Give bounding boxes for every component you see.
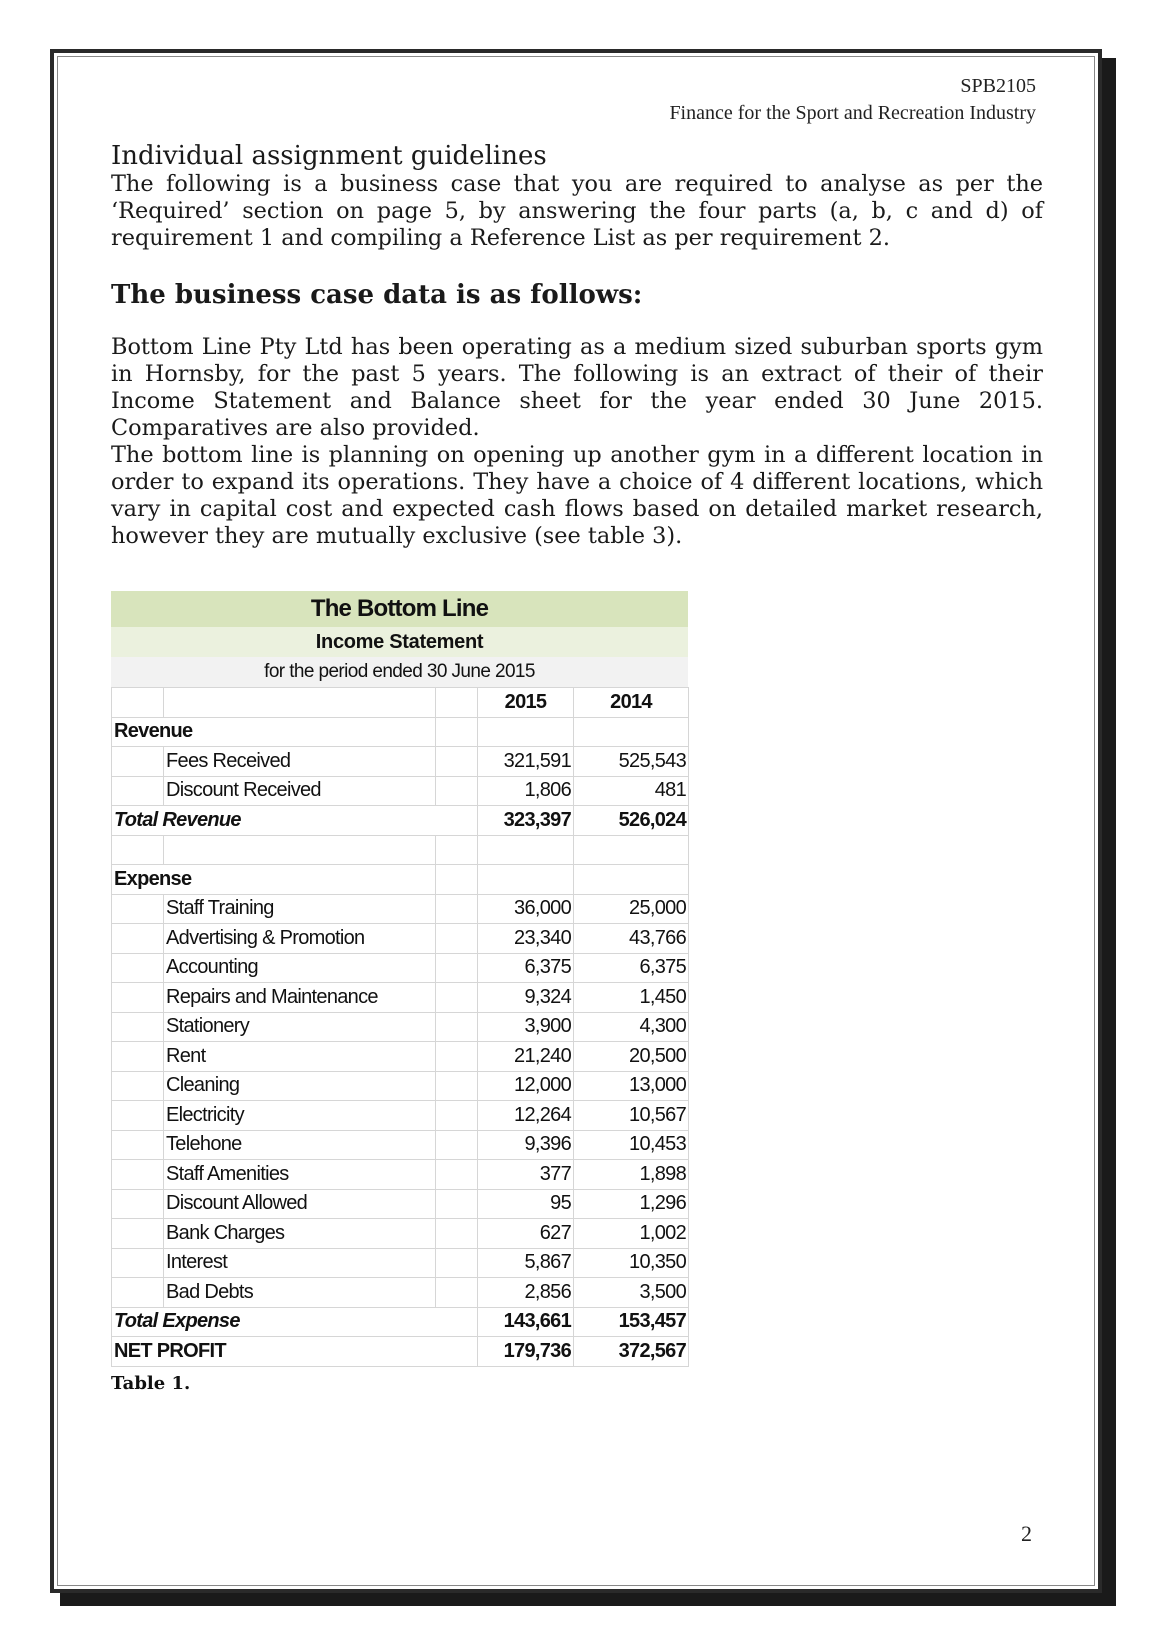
line-item-label: Bank Charges <box>164 1219 436 1249</box>
line-item-label: Accounting <box>164 953 436 983</box>
income-statement <box>111 591 688 1367</box>
line-item-label: Fees Received <box>164 747 436 777</box>
value-2014: 10,350 <box>574 1248 689 1278</box>
value-2014: 6,375 <box>574 953 689 983</box>
table-cell <box>112 1248 164 1278</box>
case-heading: The business case data is as follows: <box>111 280 643 310</box>
table-cell <box>436 747 478 777</box>
value-2015: 21,240 <box>478 1042 574 1072</box>
line-item-label: Repairs and Maintenance <box>164 983 436 1013</box>
table-cell <box>436 894 478 924</box>
body-text <box>111 141 1043 550</box>
table-cell <box>436 776 478 806</box>
table-cell <box>112 1278 164 1308</box>
expense-section-row <box>112 865 689 895</box>
net-profit-2015: 179,736 <box>478 1337 574 1367</box>
expense-row <box>112 1160 689 1190</box>
total-expense-2014: 153,457 <box>574 1307 689 1337</box>
line-item-label: Stationery <box>164 1012 436 1042</box>
line-item-label: Cleaning <box>164 1071 436 1101</box>
value-2014: 1,898 <box>574 1160 689 1190</box>
expense-row <box>112 1042 689 1072</box>
table-cell <box>112 1042 164 1072</box>
table-cell <box>436 1101 478 1131</box>
intro-paragraph: The following is a business case that you are required to analyse as per the ‘Required’ section on page 5, by answering the four parts (a, b, c and d) of requirement 1 and compiling a Reference List as per requirement 2. <box>111 171 1043 251</box>
table-cell <box>436 1071 478 1101</box>
line-item-label: Discount Allowed <box>164 1189 436 1219</box>
revenue-label: Revenue <box>112 717 436 747</box>
table-cell <box>436 924 478 954</box>
value-2015: 321,591 <box>478 747 574 777</box>
value-2014: 13,000 <box>574 1071 689 1101</box>
table-cell <box>112 747 164 777</box>
page-number: 2 <box>1021 1521 1032 1546</box>
case-paragraph-1: Bottom Line Pty Ltd has been operating as a medium sized suburban sports gym in Hornsby, for the past 5 years. The following is an extract of their of their Income Statement and Balance sheet for the year ended 30 June 2015. Comparatives are also provided. <box>111 334 1043 441</box>
table-cell <box>436 1248 478 1278</box>
case-paragraph-2: The bottom line is planning on opening up another gym in a different location in order to expand its operations. They have a choice of 4 different locations, which vary in capital cost and expected cash flows based on detailed market research, however they are mutually exclusive (see table 3). <box>111 442 1043 549</box>
table-cell <box>112 924 164 954</box>
expense-label: Expense <box>112 865 436 895</box>
value-2015: 1,806 <box>478 776 574 806</box>
value-2015: 12,000 <box>478 1071 574 1101</box>
course-title: Finance for the Sport and Recreation Industry <box>669 102 1036 124</box>
table-cell <box>574 835 689 865</box>
table-cell <box>574 717 689 747</box>
value-2014: 10,567 <box>574 1101 689 1131</box>
table-cell <box>436 953 478 983</box>
line-item-label: Electricity <box>164 1101 436 1131</box>
value-2015: 12,264 <box>478 1101 574 1131</box>
table-cell <box>112 894 164 924</box>
revenue-row <box>112 747 689 777</box>
table-cell <box>164 835 436 865</box>
value-2015: 9,324 <box>478 983 574 1013</box>
value-2014: 43,766 <box>574 924 689 954</box>
line-item-label: Rent <box>164 1042 436 1072</box>
value-2015: 627 <box>478 1219 574 1249</box>
expense-row <box>112 1189 689 1219</box>
table-cell <box>478 717 574 747</box>
table-cell <box>436 983 478 1013</box>
total-revenue-label: Total Revenue <box>112 806 478 836</box>
value-2015: 6,375 <box>478 953 574 983</box>
expense-row <box>112 1071 689 1101</box>
value-2015: 23,340 <box>478 924 574 954</box>
table-cell <box>112 688 164 718</box>
line-item-label: Interest <box>164 1248 436 1278</box>
table-cell <box>436 1012 478 1042</box>
total-expense-row <box>112 1307 689 1337</box>
table-cell <box>436 1160 478 1190</box>
table-cell <box>112 1189 164 1219</box>
year-header-row <box>112 688 689 718</box>
table-cell <box>574 865 689 895</box>
table-cell <box>436 1219 478 1249</box>
statement-table <box>111 687 689 1367</box>
statement-title: Income Statement <box>111 627 688 657</box>
table-cell <box>112 1130 164 1160</box>
value-2015: 36,000 <box>478 894 574 924</box>
table-cell <box>436 1278 478 1308</box>
value-2015: 2,856 <box>478 1278 574 1308</box>
value-2014: 1,296 <box>574 1189 689 1219</box>
expense-row <box>112 953 689 983</box>
value-2014: 481 <box>574 776 689 806</box>
net-profit-label: NET PROFIT <box>112 1337 478 1367</box>
guidelines-heading: Individual assignment guidelines <box>111 141 547 171</box>
table-cell <box>112 776 164 806</box>
table-cell <box>112 1160 164 1190</box>
line-item-label: Staff Training <box>164 894 436 924</box>
table-cell <box>112 953 164 983</box>
expense-row <box>112 924 689 954</box>
table-cell <box>436 1130 478 1160</box>
table-cell <box>112 835 164 865</box>
value-2015: 95 <box>478 1189 574 1219</box>
expense-row <box>112 1248 689 1278</box>
value-2015: 9,396 <box>478 1130 574 1160</box>
line-item-label: Discount Received <box>164 776 436 806</box>
table-cell <box>436 835 478 865</box>
value-2015: 3,900 <box>478 1012 574 1042</box>
total-revenue-2015: 323,397 <box>478 806 574 836</box>
expense-row <box>112 983 689 1013</box>
table-cell <box>478 865 574 895</box>
value-2015: 377 <box>478 1160 574 1190</box>
value-2014: 525,543 <box>574 747 689 777</box>
value-2014: 1,450 <box>574 983 689 1013</box>
year-2014-header: 2014 <box>574 688 689 718</box>
table-cell <box>436 1189 478 1219</box>
line-item-label: Bad Debts <box>164 1278 436 1308</box>
running-header <box>669 73 1036 127</box>
table-cell <box>112 1071 164 1101</box>
value-2014: 3,500 <box>574 1278 689 1308</box>
statement-company: The Bottom Line <box>111 591 688 627</box>
table-cell <box>164 688 436 718</box>
net-profit-row <box>112 1337 689 1367</box>
table-cell <box>436 717 478 747</box>
revenue-section-row <box>112 717 689 747</box>
revenue-row <box>112 776 689 806</box>
line-item-label: Advertising & Promotion <box>164 924 436 954</box>
table-cell <box>436 865 478 895</box>
total-expense-2015: 143,661 <box>478 1307 574 1337</box>
table-cell <box>112 1219 164 1249</box>
table-cell <box>478 835 574 865</box>
statement-period: for the period ended 30 June 2015 <box>111 657 688 687</box>
expense-row <box>112 1101 689 1131</box>
net-profit-2014: 372,567 <box>574 1337 689 1367</box>
table-cell <box>436 1042 478 1072</box>
value-2015: 5,867 <box>478 1248 574 1278</box>
total-expense-label: Total Expense <box>112 1307 478 1337</box>
expense-row <box>112 894 689 924</box>
table-cell <box>112 983 164 1013</box>
expense-row <box>112 1219 689 1249</box>
course-code: SPB2105 <box>960 75 1036 97</box>
value-2014: 4,300 <box>574 1012 689 1042</box>
value-2014: 10,453 <box>574 1130 689 1160</box>
year-2015-header: 2015 <box>478 688 574 718</box>
value-2014: 25,000 <box>574 894 689 924</box>
table-cell <box>436 688 478 718</box>
table-cell <box>112 1101 164 1131</box>
value-2014: 1,002 <box>574 1219 689 1249</box>
line-item-label: Staff Amenities <box>164 1160 436 1190</box>
total-revenue-2014: 526,024 <box>574 806 689 836</box>
expense-row <box>112 1012 689 1042</box>
expense-row <box>112 1278 689 1308</box>
line-item-label: Telehone <box>164 1130 436 1160</box>
total-revenue-row <box>112 806 689 836</box>
table-caption: Table 1. <box>111 1373 191 1394</box>
blank-row <box>112 835 689 865</box>
table-cell <box>112 1012 164 1042</box>
expense-row <box>112 1130 689 1160</box>
value-2014: 20,500 <box>574 1042 689 1072</box>
